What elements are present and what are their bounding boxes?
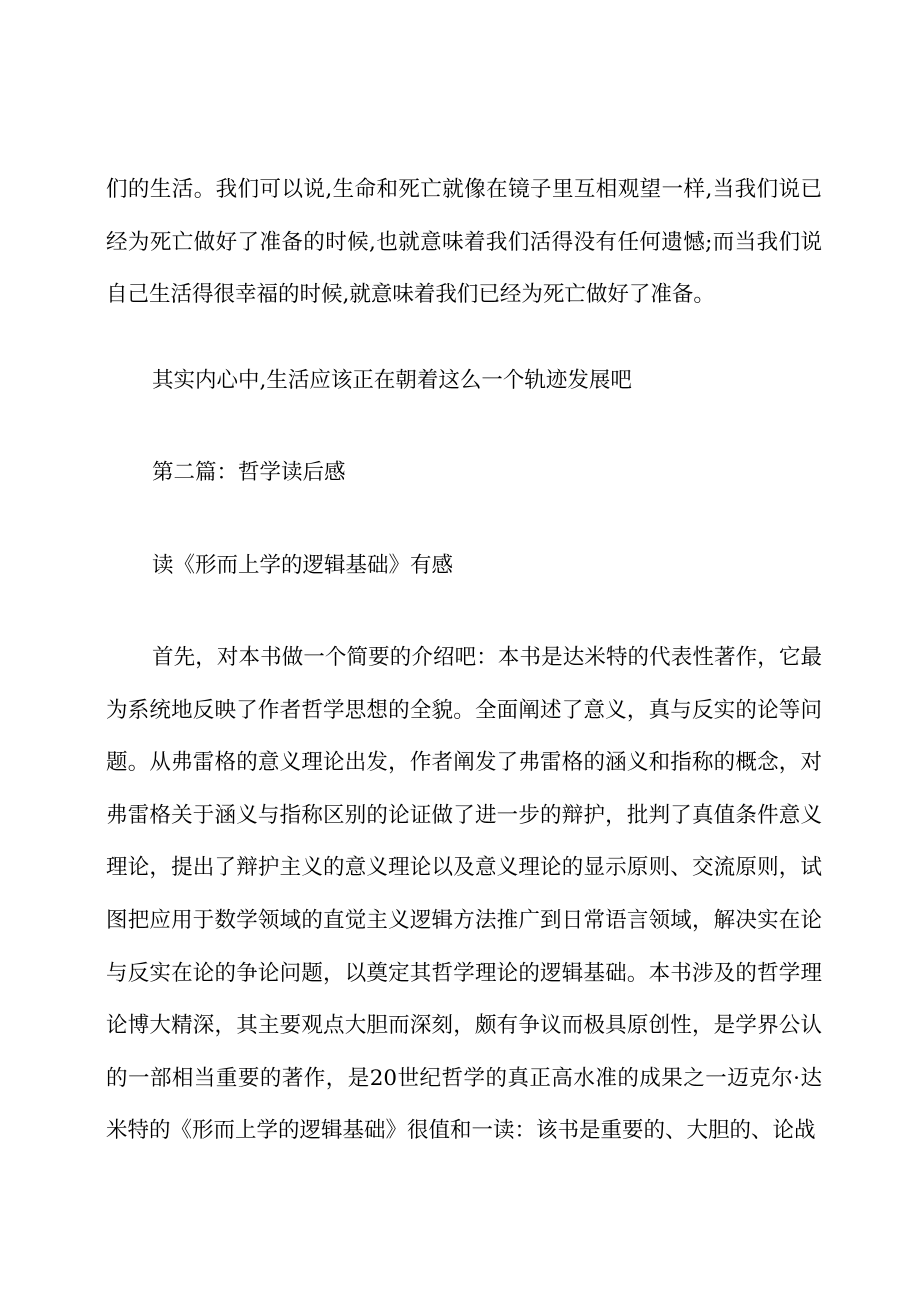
- body-paragraph-intro: 首先，对本书做一个简要的介绍吧：本书是达米特的代表性著作，它最为系统地反映了作者哲学思想的全貌。全面阐述了意义，真与反实的论等问题。从弗雷格的意义理论出发，作者阐发了弗雷格的涵义和指称的概念，对弗雷格关于涵义与指称区别的论证做了进一步的辩护，批判了真值条件意义理论，提出了辩护主义的意义理论以及意义理论的显示原则、交流原则，试图把应用于数学领域的直觉主义逻辑方法推广到日常语言领域，解决实在论与反实在论的争论问题，以奠定其哲学理论的逻辑基础。本书涉及的哲学理论博大精深，其主要观点大胆而深刻，颇有争议而极具原创性，是学界公认的一部相当重要的著作，是20世纪哲学的真正高水准的成果之一迈克尔·达米特的《形而上学的逻辑基础》很值和一读：该书是重要的、大胆的、论战: [106, 645, 822, 1144]
- essay-title: 读《形而上学的逻辑基础》有感: [152, 553, 454, 578]
- body-paragraph-continued: 们的生活。我们可以说,生命和死亡就像在镜子里互相观望一样,当我们说已经为死亡做好了准备的时候,也就意味着我们活得没有任何遗憾;而当我们说自己生活得很幸福的时候,就意味着我们已经为死亡做好了准备。: [106, 177, 822, 308]
- section-heading: 第二篇：哲学读后感: [152, 460, 346, 485]
- body-paragraph-reflection: 其实内心中,生活应该正在朝着这么一个轨迹发展吧: [152, 368, 632, 393]
